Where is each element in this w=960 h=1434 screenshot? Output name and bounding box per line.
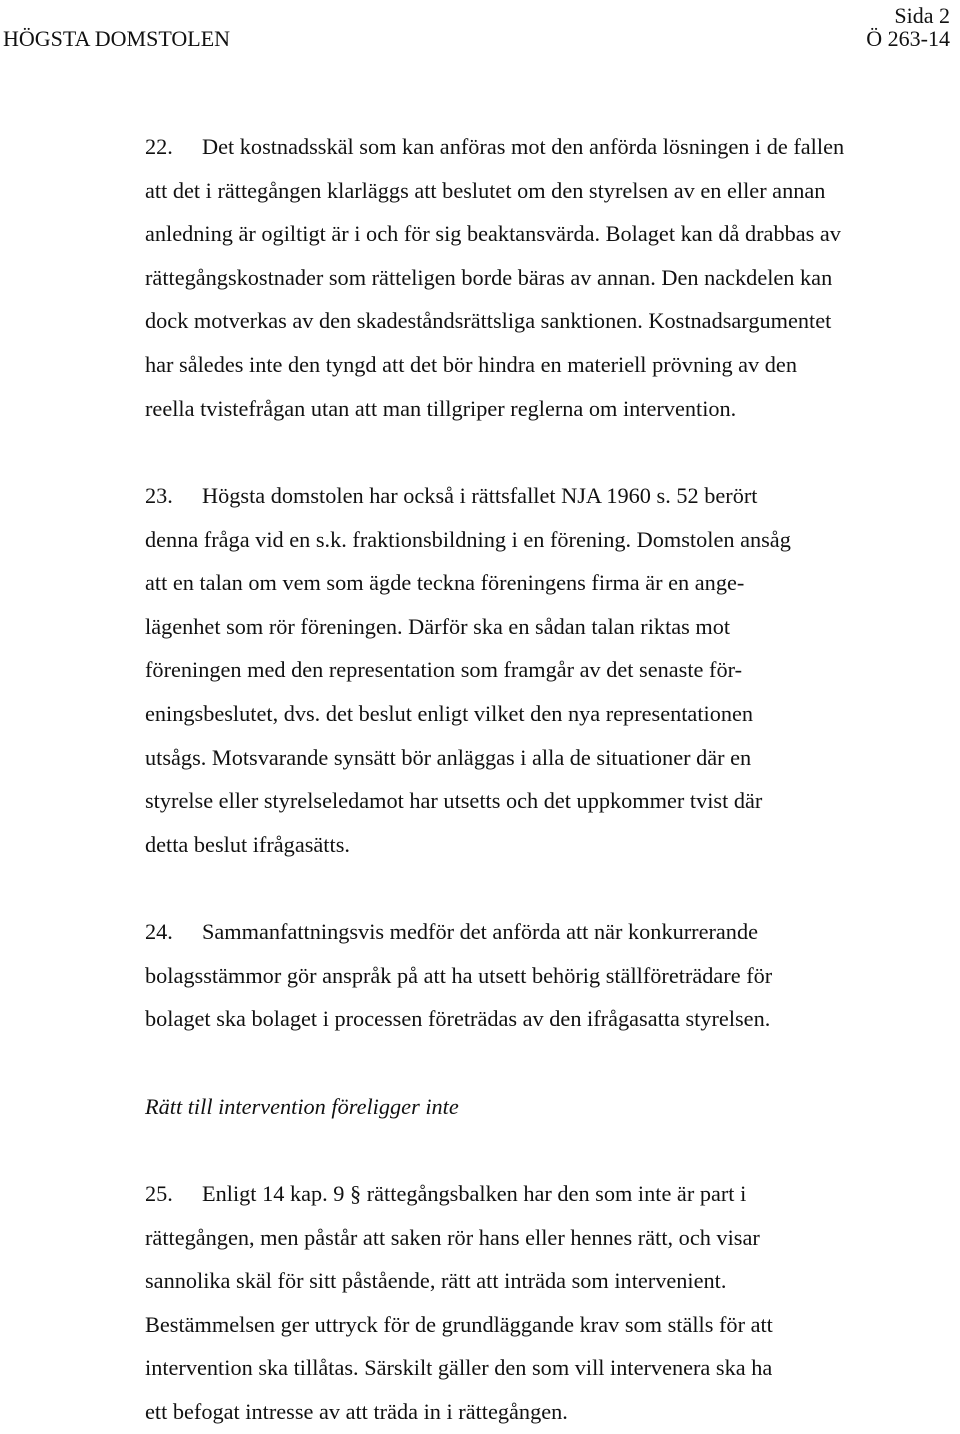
paragraph-line: 25. Enligt 14 kap. 9 § rättegångsbalken har den som inte är part i bbox=[145, 1172, 945, 1216]
paragraph-line: detta beslut ifrågasätts. bbox=[145, 831, 350, 857]
paragraph-number: 24. bbox=[145, 919, 173, 944]
court-name: HÖGSTA DOMSTOLEN bbox=[3, 26, 231, 51]
paragraph-line: bolagsstämmor gör anspråk på att ha utsett behörig ställföreträdare för bbox=[145, 962, 773, 988]
paragraph-line: 23. Högsta domstolen har också i rättsfallet NJA 1960 s. 52 berört bbox=[145, 474, 945, 518]
paragraph-line: reella tvistefrågan utan att man tillgriper reglerna om intervention. bbox=[145, 395, 737, 421]
paragraph-line: denna fråga vid en s.k. fraktionsbildning i en förening. Domstolen ansåg bbox=[145, 526, 791, 552]
paragraph-line: har således inte den tyngd att det bör hindra en materiell prövning av den bbox=[145, 351, 797, 377]
paragraph-24 bbox=[145, 910, 945, 1041]
paragraph-line: intervention ska tillåtas. Särskilt gäller den som vill intervenera ska ha bbox=[145, 1355, 773, 1381]
paragraph-number: 25. bbox=[145, 1181, 173, 1206]
section-heading: Rätt till intervention föreligger inte bbox=[145, 1094, 459, 1119]
paragraph-number: 22. bbox=[145, 134, 173, 159]
paragraph-line: dock motverkas av den skadeståndsrättsliga sanktionen. Kostnadsargumentet bbox=[145, 308, 832, 334]
paragraph-line: eningsbeslutet, dvs. det beslut enligt vilket den nya representationen bbox=[145, 700, 754, 726]
paragraph-line: att en talan om vem som ägde teckna föreningens firma är en ange- bbox=[145, 570, 745, 596]
paragraph-line: bolaget ska bolaget i processen företrädas av den ifrågasatta styrelsen. bbox=[145, 1006, 771, 1032]
paragraph-line: Bestämmelsen ger uttryck för de grundläggande krav som ställs för att bbox=[145, 1311, 773, 1337]
paragraph-line: 22. Det kostnadsskäl som kan anföras mot den anförda lösningen i de fallen bbox=[145, 125, 945, 169]
paragraph-23 bbox=[145, 474, 945, 866]
paragraph-number: 23. bbox=[145, 483, 173, 508]
paragraph-line: styrelse eller styrelseledamot har utsetts och det uppkommer tvist där bbox=[145, 788, 763, 814]
paragraph-line: lägenhet som rör föreningen. Därför ska en sådan talan riktas mot bbox=[145, 613, 731, 639]
paragraph-22 bbox=[145, 125, 945, 430]
paragraph-line: rättegången, men påstår att saken rör hans eller hennes rätt, och visar bbox=[145, 1224, 760, 1250]
paragraph-line: ett befogat intresse av att träda in i rättegången. bbox=[145, 1398, 568, 1424]
case-number: Ö 263-14 bbox=[866, 26, 950, 51]
page-number: Sida 2 bbox=[894, 3, 950, 28]
paragraph-line: anledning är ogiltigt är i och för sig beaktansvärda. Bolaget kan då drabbas av bbox=[145, 221, 841, 247]
paragraph-line: sannolika skäl för sitt påstående, rätt att inträda som intervenient. bbox=[145, 1268, 727, 1294]
paragraph-line: föreningen med den representation som framgår av det senaste för- bbox=[145, 657, 742, 683]
paragraph-line: att det i rättegången klarläggs att beslutet om den styrelsen av en eller annan bbox=[145, 177, 826, 203]
paragraph-line: utsågs. Motsvarande synsätt bör anläggas i alla de situationer där en bbox=[145, 744, 752, 770]
paragraph-line: 24. Sammanfattningsvis medför det anförda att när konkurrerande bbox=[145, 910, 945, 954]
paragraph-25 bbox=[145, 1172, 945, 1434]
paragraph-line: rättegångskostnader som rätteligen borde bäras av annan. Den nackdelen kan bbox=[145, 264, 833, 290]
